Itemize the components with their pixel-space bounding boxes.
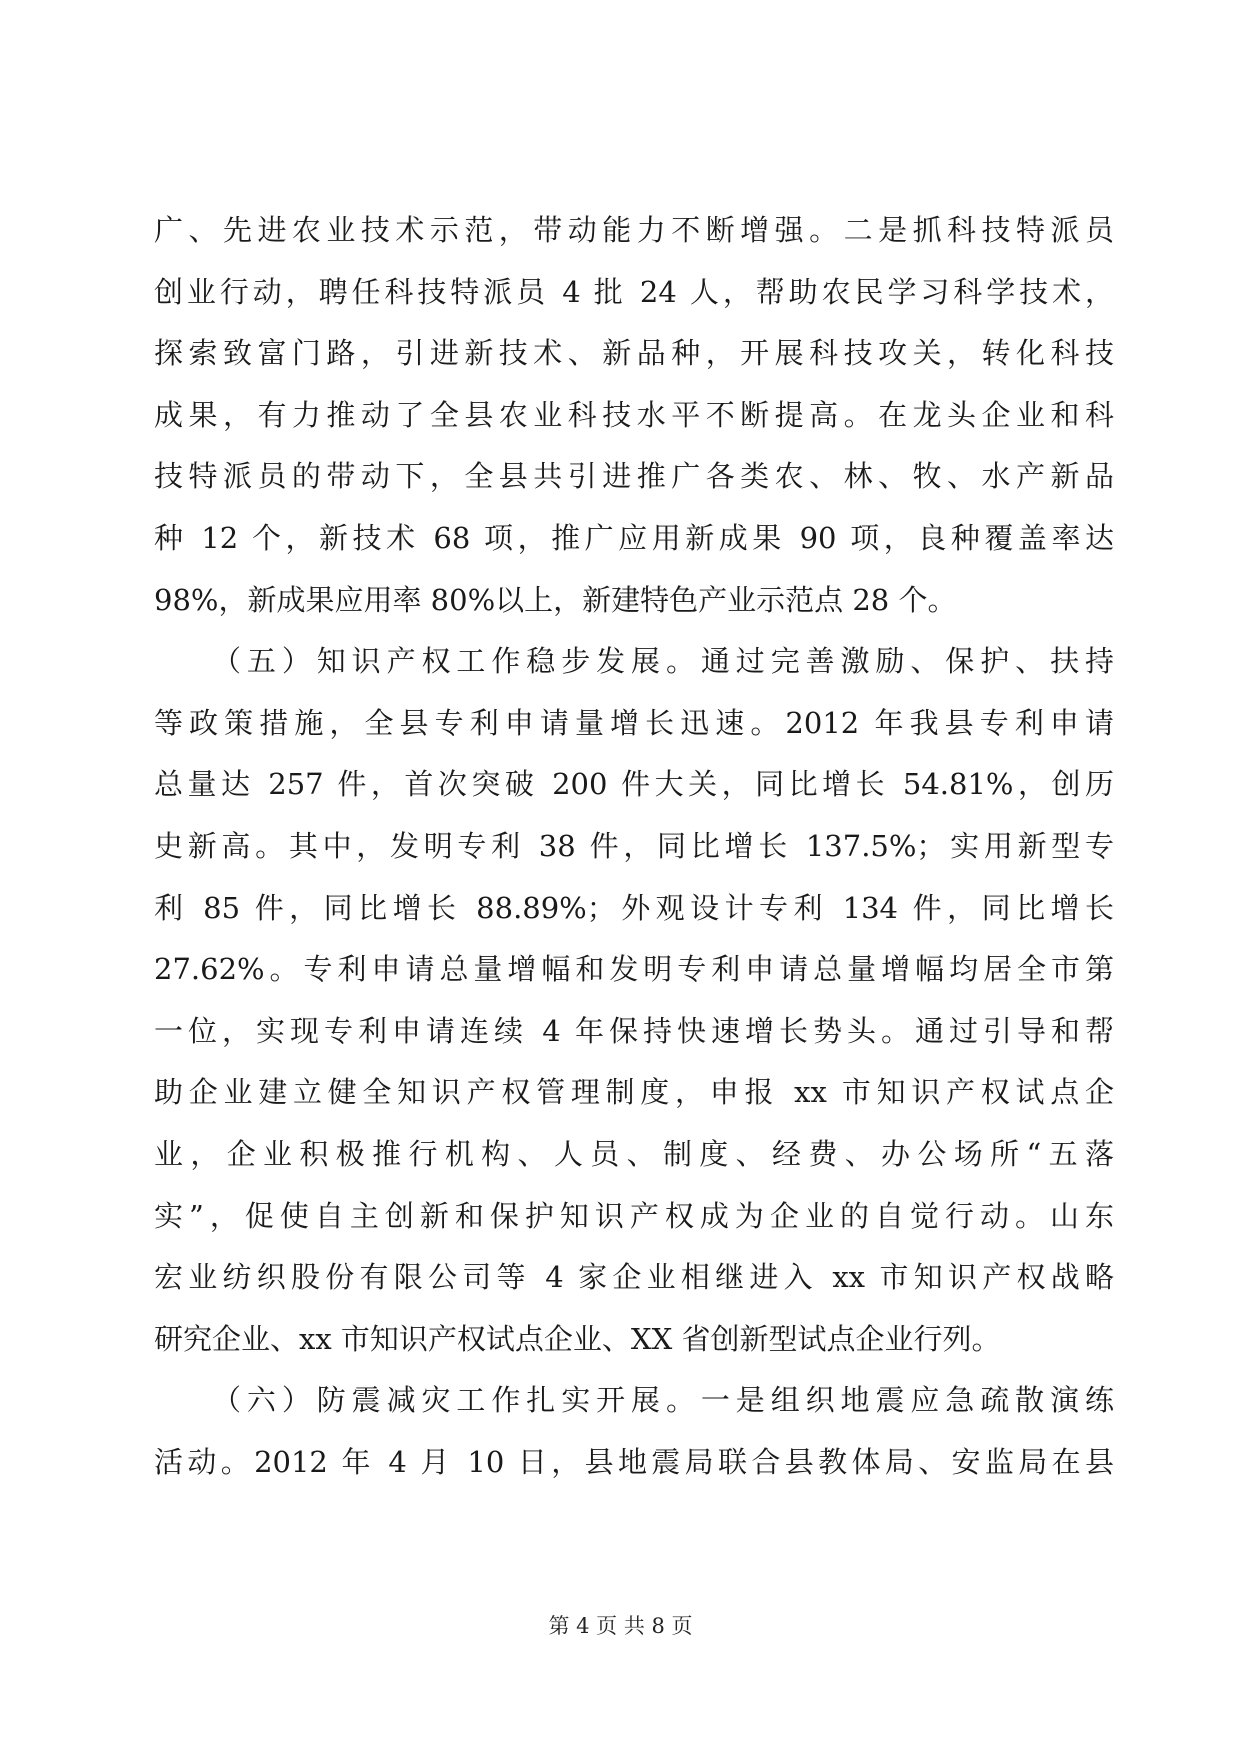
text-line: 广、先进农业技术示范，带动能力不断增强。二是抓科技特派员: [154, 213, 1114, 247]
text-line: 总量达 257 件，首次突破 200 件大关，同比增长 54.81%，创历: [154, 767, 1114, 802]
text-line: 成果，有力推动了全县农业科技水平不断提高。在龙头企业和科: [154, 397, 1114, 432]
text-line: 利 85 件，同比增长 88.89%；外观设计专利 134 件，同比增长: [154, 890, 1114, 925]
text-line: 业，企业积极推行机构、人员、制度、经费、办公场所“五落: [154, 1136, 1114, 1171]
text-line: 技特派员的带动下，全县共引进推广各类农、林、牧、水产新品: [154, 459, 1114, 494]
text-line: 27.62%。专利申请总量增幅和发明专利申请总量增幅均居全市第: [154, 952, 1114, 987]
page-footer: [0, 1610, 1241, 1640]
document-body: [154, 200, 1114, 1493]
text-line: 助企业建立健全知识产权管理制度，申报 xx 市知识产权试点企: [154, 1075, 1114, 1110]
text-line: 探索致富门路，引进新技术、新品种，开展科技攻关，转化科技: [154, 336, 1114, 371]
text-line: 一位，实现专利申请连续 4 年保持快速增长势头。通过引导和帮: [154, 1013, 1114, 1048]
text-line: 98%，新成果应用率 80%以上，新建特色产业示范点 28 个。: [154, 582, 957, 617]
text-line: 活动。2012 年 4 月 10 日，县地震局联合县教体局、安监局在县: [154, 1444, 1114, 1479]
text-line: 实”，促使自主创新和保护知识产权成为企业的自觉行动。山东: [154, 1198, 1114, 1233]
text-line: 宏业纺织股份有限公司等 4 家企业相继进入 xx 市知识产权战略: [154, 1260, 1114, 1295]
text-line: 研究企业、xx 市知识产权试点企业、XX 省创新型试点企业行列。: [154, 1321, 1001, 1356]
text-line: 等政策措施，全县专利申请量增长迅速。2012 年我县专利申请: [154, 705, 1114, 740]
text-line: 种 12 个，新技术 68 项，推广应用新成果 90 项，良种覆盖率达: [154, 520, 1114, 555]
text-line: （五）知识产权工作稳步发展。通过完善激励、保护、扶持: [212, 644, 1114, 679]
text-line: （六）防震减灾工作扎实开展。一是组织地震应急疏散演练: [212, 1383, 1114, 1418]
page-number-label: 第 4 页 共 8 页: [548, 1614, 693, 1638]
text-line: 史新高。其中，发明专利 38 件，同比增长 137.5%；实用新型专: [154, 828, 1114, 863]
text-line: 创业行动，聘任科技特派员 4 批 24 人，帮助农民学习科学技术，: [154, 274, 1114, 309]
